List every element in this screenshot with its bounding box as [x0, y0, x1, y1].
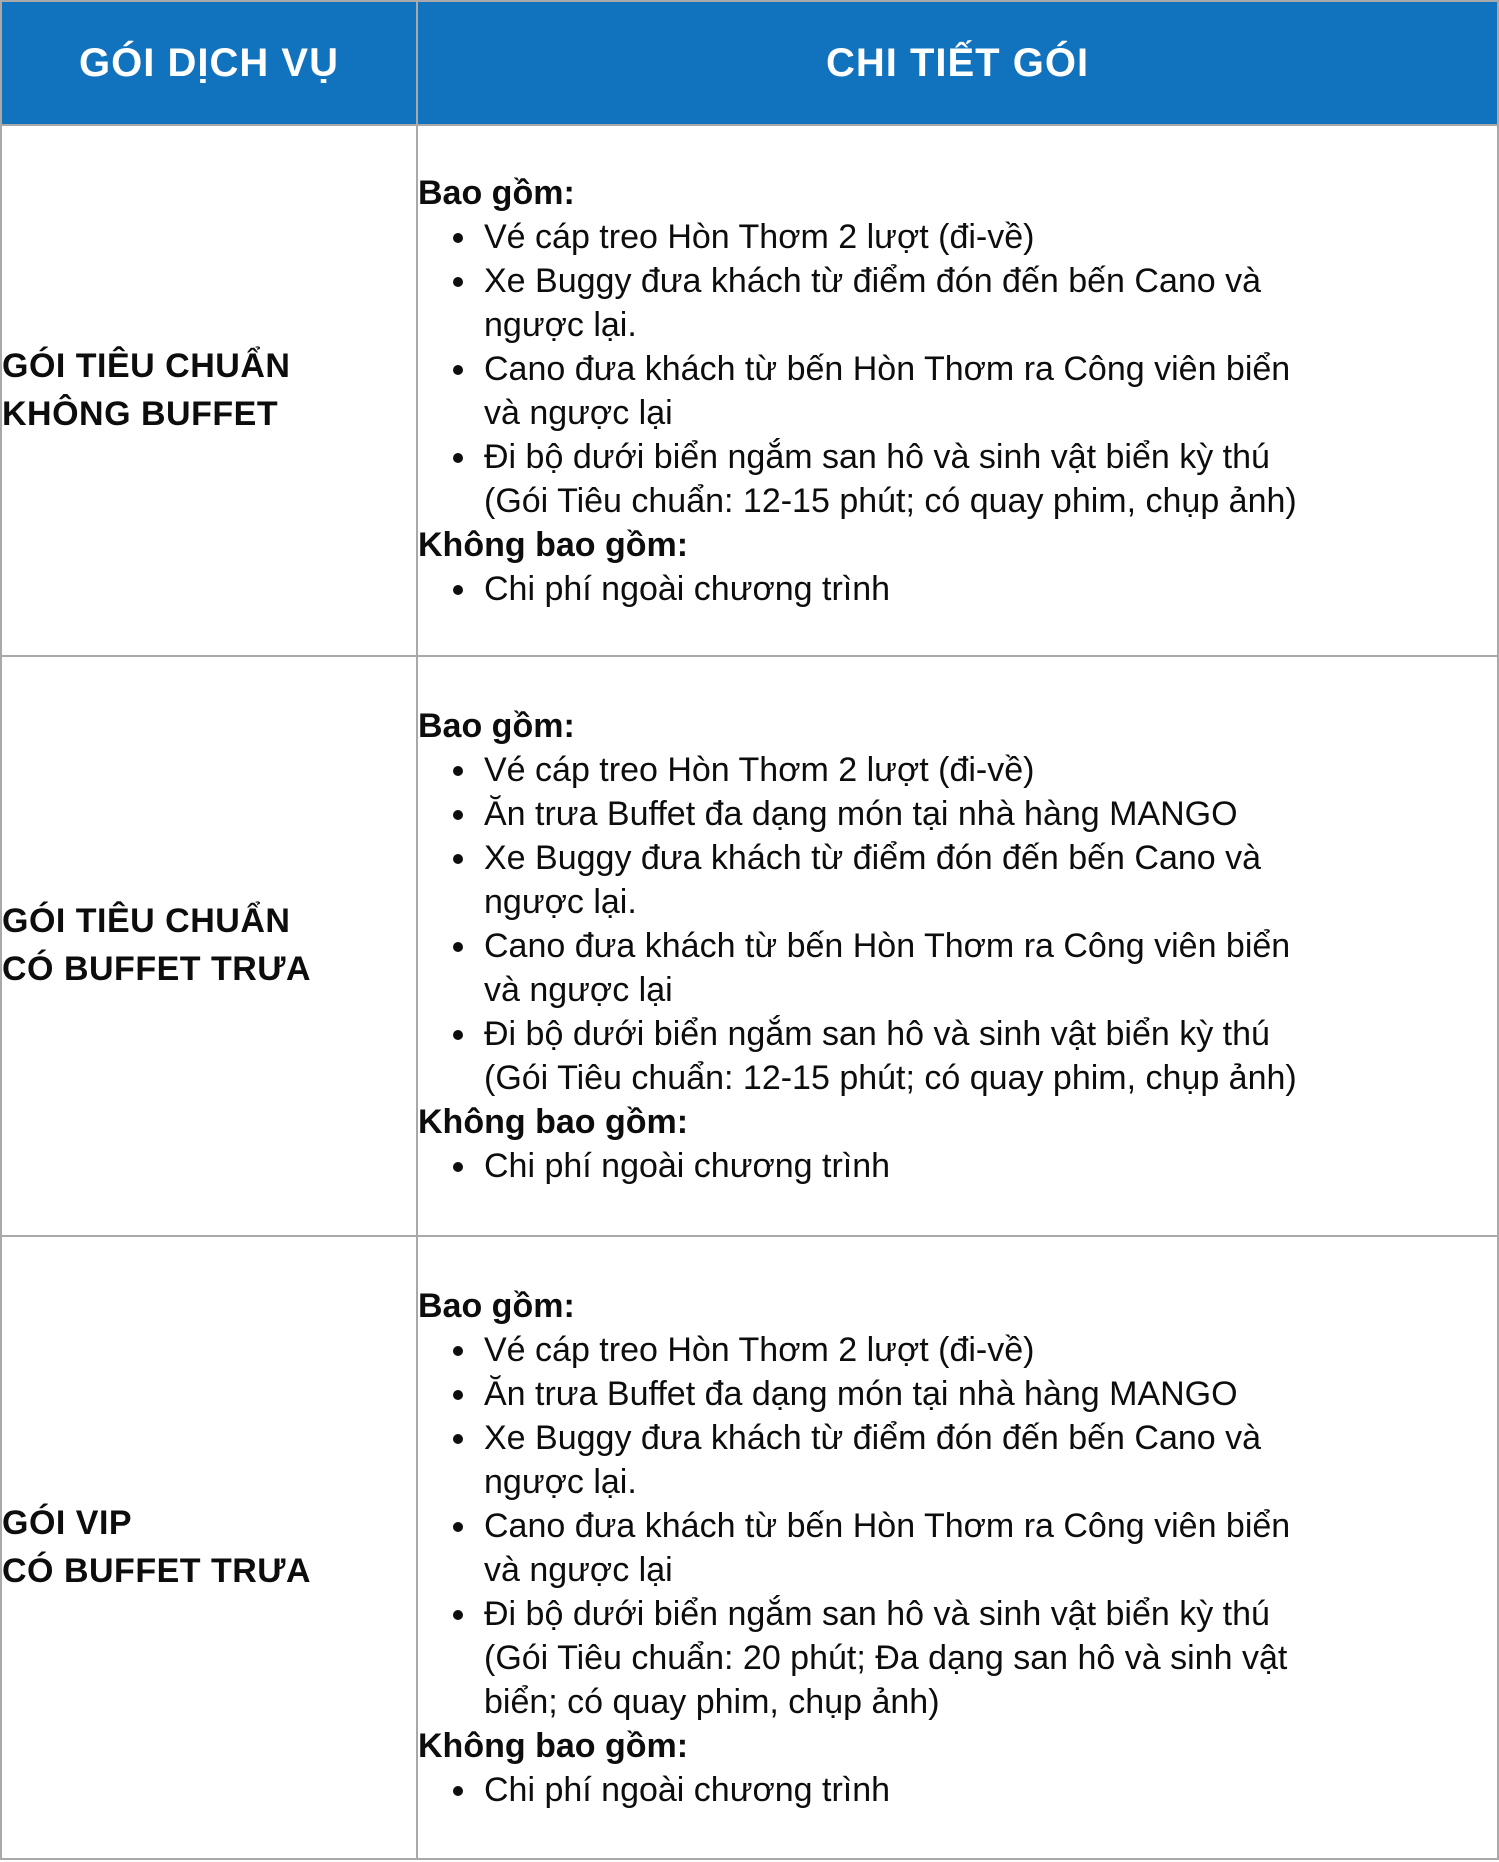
detail-item: • Đi bộ dưới biển ngắm san hô và sinh vật biển kỳ thú (Gói Tiêu chuẩn: 12-15 phút; có quay phim, chụp ảnh) [480, 1012, 1323, 1100]
detail-item: • Chi phí ngoài chương trình [480, 567, 1323, 611]
package-name [2, 343, 416, 438]
table-row [1, 656, 1498, 1236]
table-body [1, 125, 1498, 1859]
detail-item: • Ăn trưa Buffet đa dạng món tại nhà hàng MANGO [480, 792, 1323, 836]
detail-item: • Vé cáp treo Hòn Thơm 2 lượt (đi-về) [480, 748, 1323, 792]
detail-list [418, 1328, 1323, 1724]
section-title: Bao gồm: [418, 173, 575, 212]
detail-item: • Xe Buggy đưa khách từ điểm đón đến bến Cano và ngược lại. [480, 1416, 1323, 1504]
detail-item: • Vé cáp treo Hòn Thơm 2 lượt (đi-về) [480, 1328, 1323, 1372]
package-name-cell [1, 656, 417, 1236]
package-details-cell [417, 125, 1498, 656]
detail-list [418, 748, 1323, 1100]
package-name [2, 1500, 416, 1595]
package-details [418, 704, 1323, 1188]
header-row [1, 1, 1498, 125]
table-row [1, 125, 1498, 656]
package-details-cell [417, 656, 1498, 1236]
detail-list [418, 1144, 1323, 1188]
detail-item: • Cano đưa khách từ bến Hòn Thơm ra Công viên biển và ngược lại [480, 1504, 1323, 1592]
package-name-line: GÓI TIÊU CHUẨN [2, 346, 291, 385]
package-name [2, 898, 416, 993]
package-details-cell [417, 1236, 1498, 1859]
col-header-details: CHI TIẾT GÓI [417, 1, 1498, 125]
detail-item: • Ăn trưa Buffet đa dạng món tại nhà hàng MANGO [480, 1372, 1323, 1416]
package-details [418, 1284, 1323, 1812]
package-name-line: KHÔNG BUFFET [2, 394, 279, 433]
detail-item: • Xe Buggy đưa khách từ điểm đón đến bến Cano và ngược lại. [480, 259, 1323, 347]
section-title: Không bao gồm: [418, 525, 689, 564]
package-name-line: CÓ BUFFET TRƯA [2, 1551, 312, 1590]
package-details [418, 171, 1323, 611]
section-title: Bao gồm: [418, 707, 575, 745]
detail-item: • Xe Buggy đưa khách từ điểm đón đến bến Cano và ngược lại. [480, 836, 1323, 924]
detail-list [418, 567, 1323, 611]
detail-item: • Cano đưa khách từ bến Hòn Thơm ra Công viên biển và ngược lại [480, 347, 1323, 435]
table-header [1, 1, 1498, 125]
package-name-line: GÓI TIÊU CHUẨN [2, 902, 291, 941]
detail-item: • Chi phí ngoài chương trình [480, 1144, 1323, 1188]
detail-item: • Chi phí ngoài chương trình [480, 1768, 1323, 1812]
col-header-package: GÓI DỊCH VỤ [1, 1, 417, 125]
detail-list [418, 215, 1323, 523]
section-title: Không bao gồm: [418, 1103, 689, 1141]
detail-item: • Vé cáp treo Hòn Thơm 2 lượt (đi-về) [480, 215, 1323, 259]
table-row [1, 1236, 1498, 1859]
package-name-line: GÓI VIP [2, 1503, 133, 1542]
detail-item: • Cano đưa khách từ bến Hòn Thơm ra Công viên biển và ngược lại [480, 924, 1323, 1012]
package-name-cell [1, 1236, 417, 1859]
section-title: Không bao gồm: [418, 1726, 689, 1765]
section-title: Bao gồm: [418, 1286, 575, 1325]
detail-item: • Đi bộ dưới biển ngắm san hô và sinh vật biển kỳ thú (Gói Tiêu chuẩn: 12-15 phút; có quay phim, chụp ảnh) [480, 435, 1323, 523]
detail-list [418, 1768, 1323, 1812]
package-name-cell [1, 125, 417, 656]
package-name-line: CÓ BUFFET TRƯA [2, 950, 312, 988]
detail-item: • Đi bộ dưới biển ngắm san hô và sinh vật biển kỳ thú (Gói Tiêu chuẩn: 20 phút; Đa dạng san hô và sinh vật biển; có quay phim, chụp ảnh) [480, 1592, 1323, 1724]
